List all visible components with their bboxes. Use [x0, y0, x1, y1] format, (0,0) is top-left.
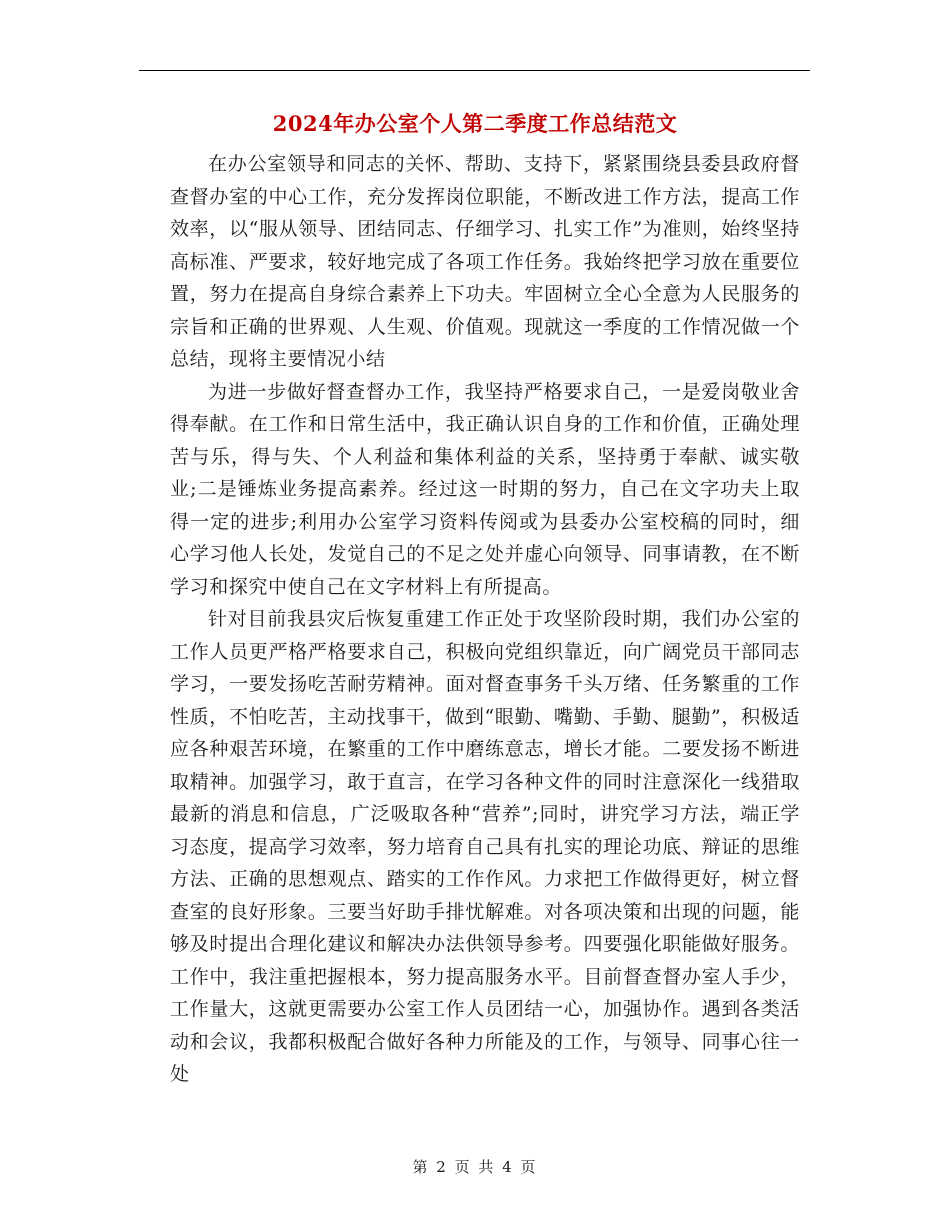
paragraph-1: 在办公室领导和同志的关怀、帮助、支持下，紧紧围绕县委县政府督查督办室的中心工作，充分发挥岗位职能，不断改进工作方法，提高工作效率，以“服从领导、团结同志、仔细学习、扎实工作”为准则，始终坚持高标准、严要求，较好地完成了各项工作任务。我始终把学习放在重要位置，努力在提高自身综合素养上下功夫。牢固树立全心全意为人民服务的宗旨和正确的世界观、人生观、价值观。现就这一季度的工作情况做一个总结，现将主要情况小结 — [170, 153, 800, 370]
page-footer: 第 2 页 共 4 页 — [412, 1158, 538, 1176]
paragraph-2: 为进一步做好督查督办工作，我坚持严格要求自己，一是爱岗敬业舍得奉献。在工作和日常生活中，我正确认识自身的工作和价值，正确处理苦与乐，得与失、个人利益和集体利益的关系，坚持勇于奉献、诚实敬业;二是锤炼业务提高素养。经过这一时期的努力，自己在文字功夫上取得一定的进步;利用办公室学习资料传阅或为县委办公室校稿的同时，细心学习他人长处，发觉自己的不足之处并虚心向领导、同事请教，在不断学习和探究中使自己在文字材料上有所提高。 — [170, 380, 800, 598]
document-title: 2024年办公室个人第二季度工作总结范文 — [272, 111, 678, 136]
document-body — [170, 148, 800, 1091]
paragraph-3: 针对目前我县灾后恢复重建工作正处于攻坚阶段时期，我们办公室的工作人员更严格严格要求自己，积极向党组织靠近，向广阔党员干部同志学习，一要发扬吃苦耐劳精神。面对督查事务千头万绪、任务繁重的工作性质，不怕吃苦，主动找事干，做到“眼勤、嘴勤、手勤、腿勤”，积极适应各种艰苦环境，在繁重的工作中磨练意志，增长才能。二要发扬不断进取精神。加强学习，敢于直言，在学习各种文件的同时注意深化一线猎取最新的消息和信息，广泛吸取各种“营养”;同时，讲究学习方法，端正学习态度，提高学习效率，努力培育自己具有扎实的理论功底、辩证的思维方法、正确的思想观点、踏实的工作作风。力求把工作做得更好，树立督查室的良好形象。三要当好助手排忧解难。对各项决策和出现的问题，能够及时提出合理化建议和解决办法供领导参考。四要强化职能做好服务。工作中，我注重把握根本，努力提高服务水平。目前督查督办室人手少，工作量大，这就更需要办公室工作人员团结一心，加强协作。遇到各类活动和会议，我都积极配合做好各种力所能及的工作，与领导、同事心往一处 — [170, 608, 800, 1085]
header-rule — [139, 70, 810, 71]
